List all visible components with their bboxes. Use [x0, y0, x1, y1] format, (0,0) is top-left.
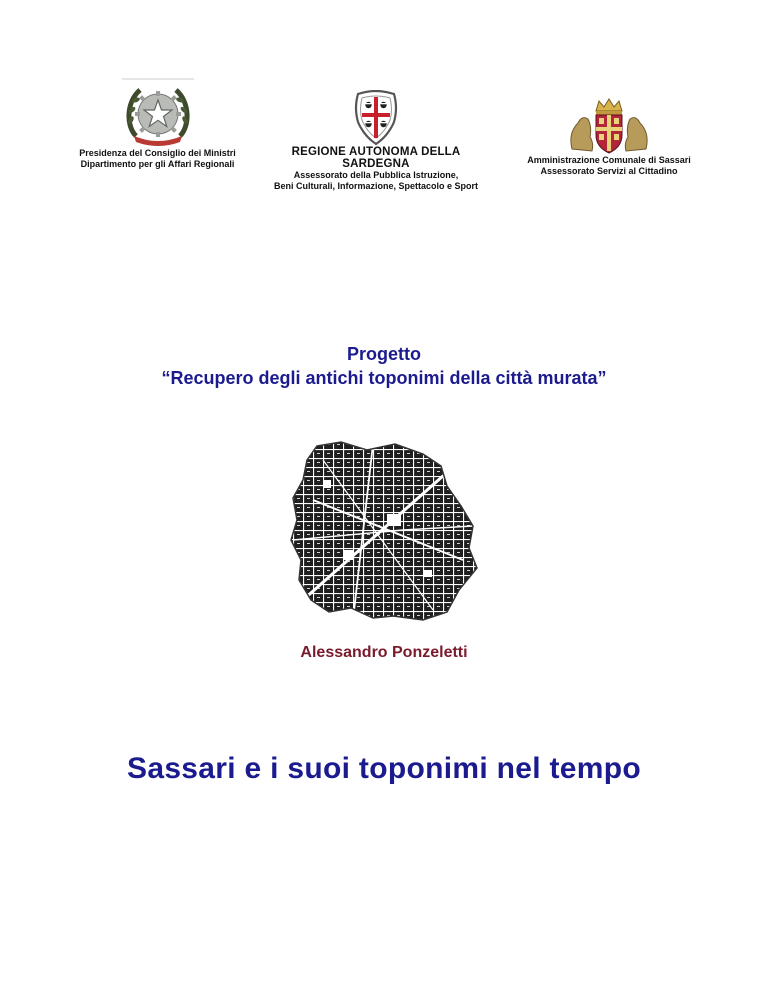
- caption-line: Amministrazione Comunale di Sassari: [527, 155, 691, 165]
- project-label: Progetto: [347, 344, 421, 364]
- project-title: “Recupero degli antichi toponimi della città murata”: [161, 368, 607, 388]
- document-title: Sassari e i suoi toponimi nel tempo: [127, 752, 641, 785]
- project-heading: [0, 342, 768, 390]
- caption-line: Beni Culturali, Informazione, Spettacolo e Sport: [273, 181, 479, 191]
- logo-presidenza: [70, 78, 245, 170]
- caption-line: Assessorato della Pubblica Istruzione,: [293, 170, 459, 180]
- caption-line: Assessorato Servizi al Cittadino: [540, 166, 678, 176]
- italian-republic-emblem-icon: [122, 78, 194, 148]
- region-name: REGIONE AUTONOMA DELLA SARDEGNA: [291, 146, 461, 170]
- sardinia-four-moors-shield-icon: [352, 90, 400, 146]
- caption-line: Presidenza del Consiglio dei Ministri: [79, 148, 236, 158]
- logo-comune-sassari: [518, 97, 700, 177]
- caption-line: Dipartimento per gli Affari Regionali: [80, 159, 235, 169]
- sassari-coat-of-arms-icon: [566, 97, 652, 155]
- author-name: Alessandro Ponzeletti: [300, 644, 468, 661]
- walled-city-map: [283, 440, 483, 626]
- logo-regione-sardegna: [262, 90, 490, 192]
- walled-city-map-icon: [283, 440, 483, 626]
